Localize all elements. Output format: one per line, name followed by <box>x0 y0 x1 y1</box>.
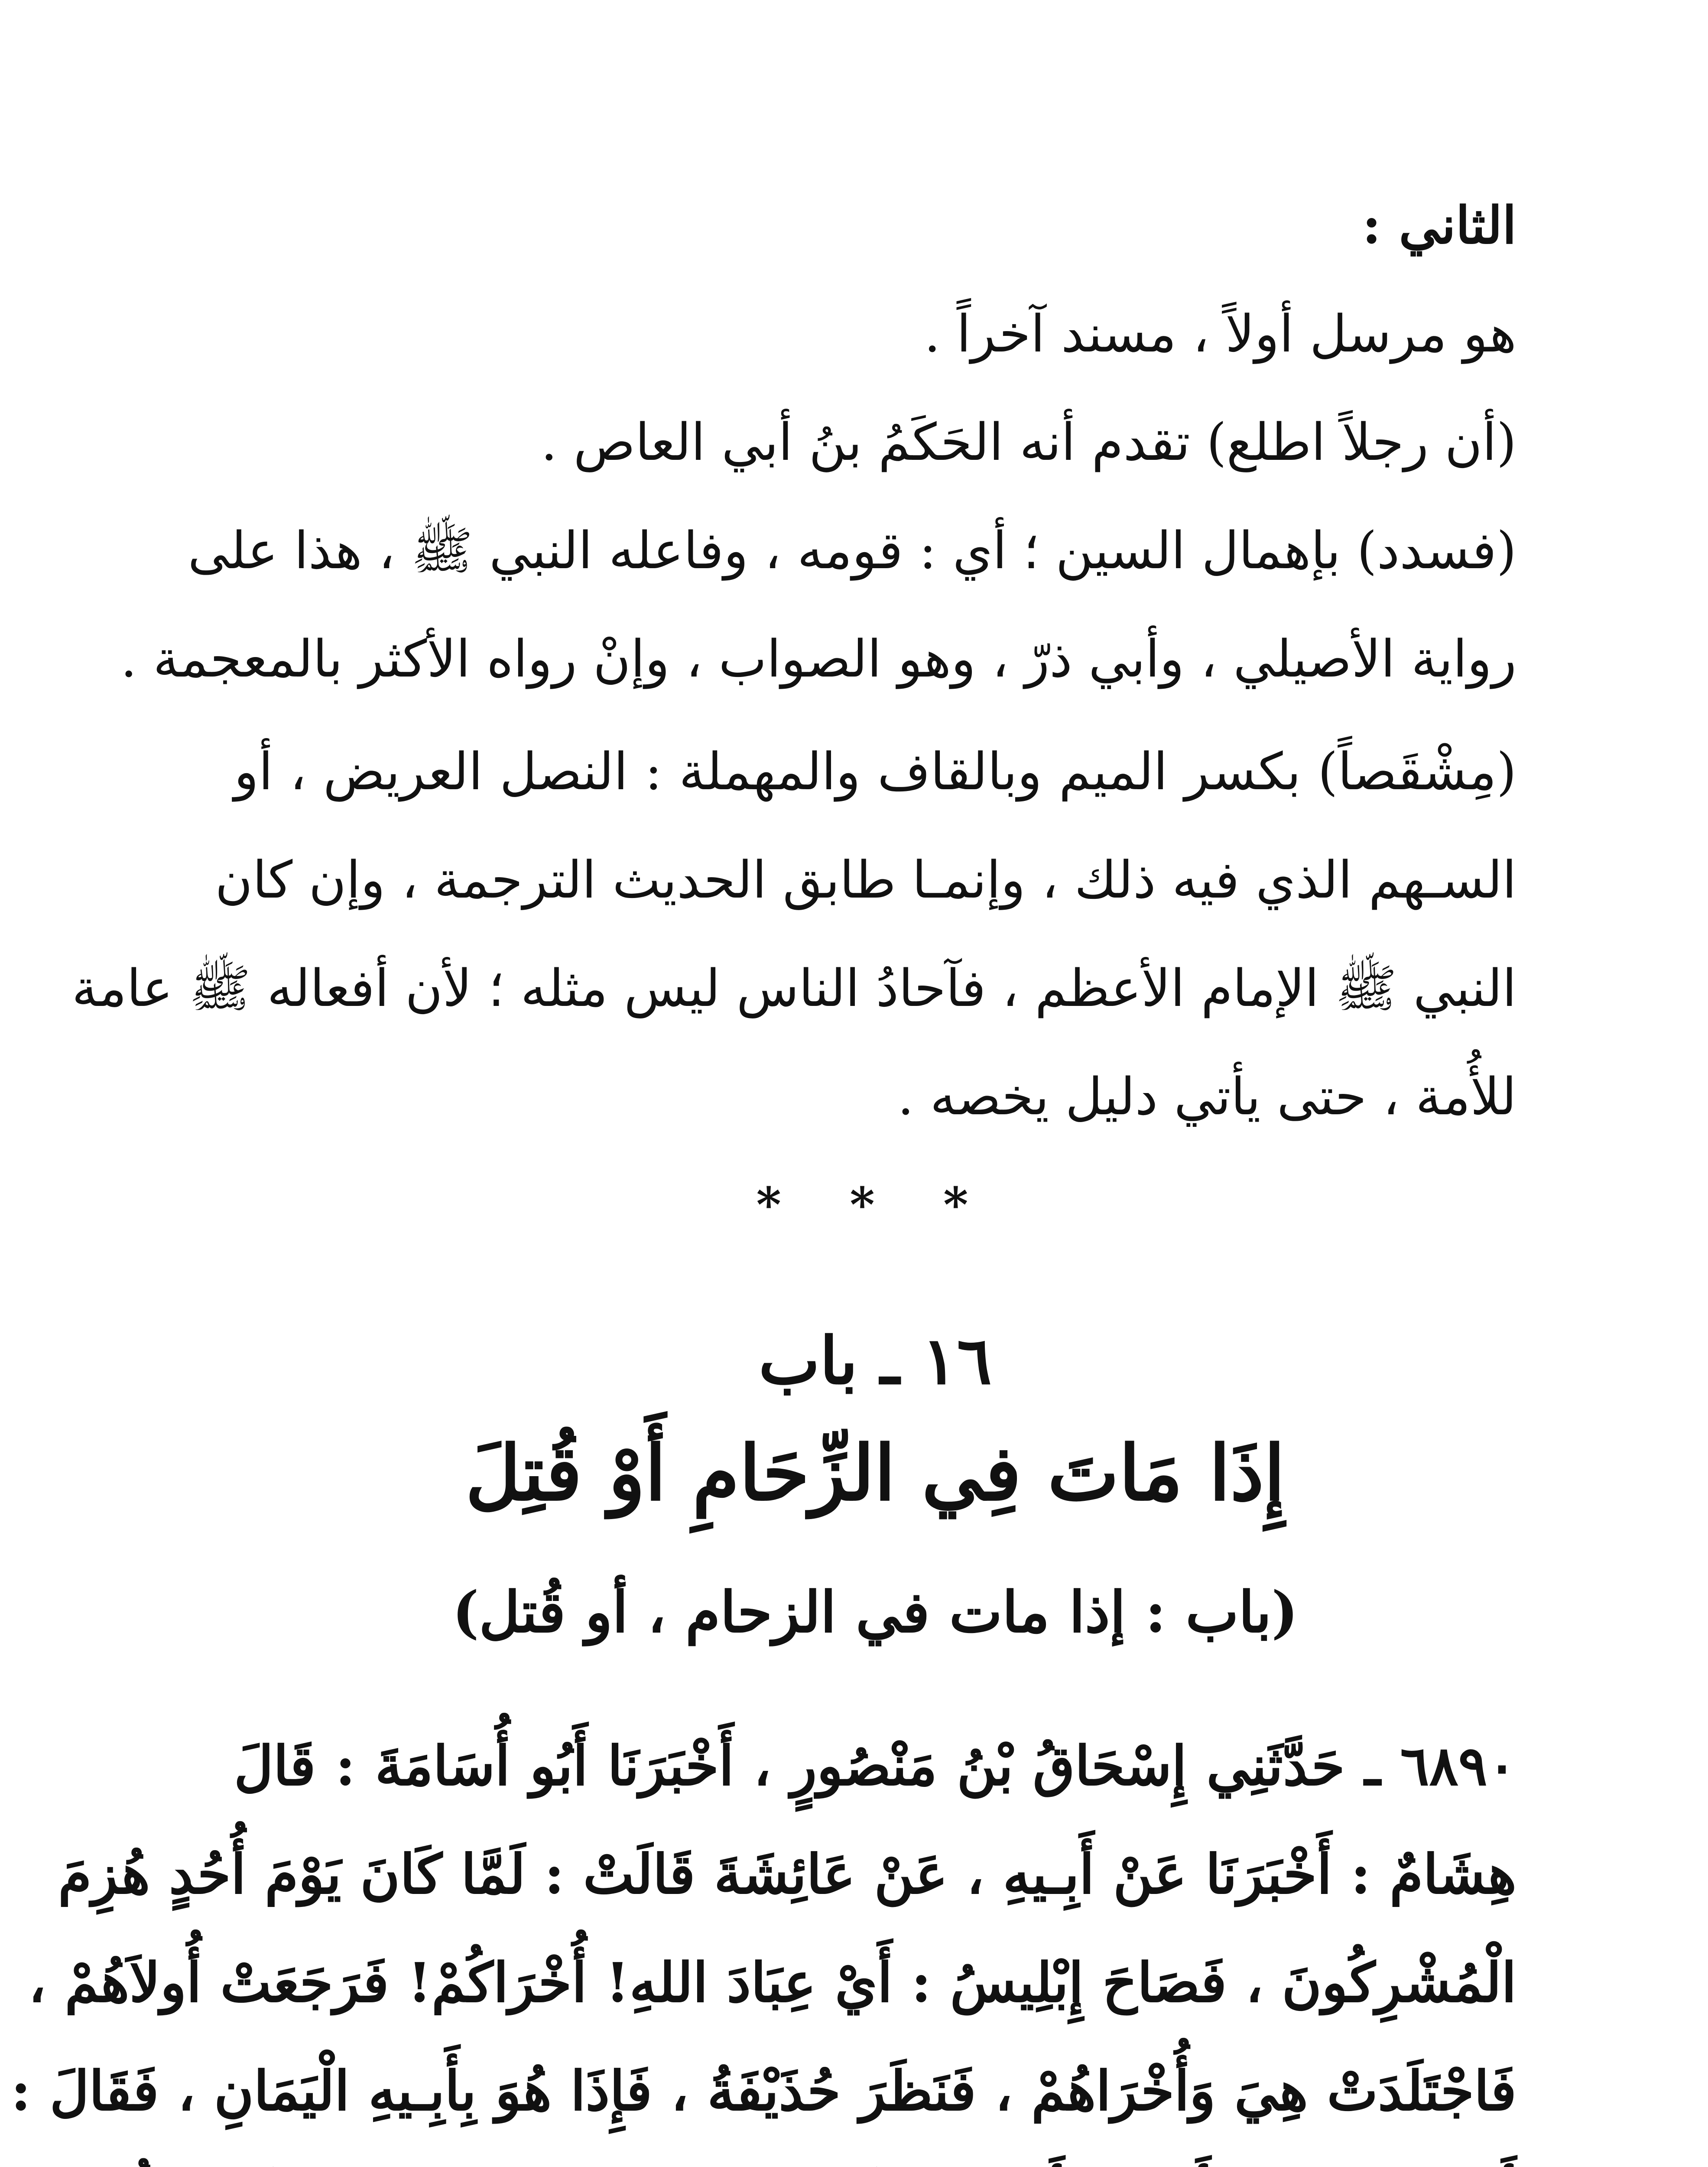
hadith-line <box>234 2145 1516 2167</box>
chapter-number: ١٦ ـ باب <box>758 1323 992 1399</box>
hadith-line: فَاجْتَلَدَتْ هِيَ وَأُخْرَاهُمْ ، فَنَظَرَ حُذَيْفَةُ ، فَإِذَا هُوَ بِأَبِـيهِ الْيَمَانِ ، فَقَالَ : <box>11 2060 1516 2123</box>
hadith-line: هِشَامٌ : أَخْبَرَنَا عَنْ أَبِـيهِ ، عَنْ عَائِشَةَ قَالَتْ : لَمَّا كَانَ يَوْمَ أُحُدٍ هُزِمَ <box>58 1843 1516 1906</box>
section-separator: * * * <box>756 1177 994 1233</box>
chapter-subtitle: (باب : إذا مات في الزحام ، أو قُتل) <box>452 1579 1299 1645</box>
commentary-heading: الثاني : <box>1362 195 1516 255</box>
commentary-line: للأُمة ، حتى يأتي دليل يخصه . <box>897 1067 1516 1126</box>
chapter-title: إِذَا مَاتَ فِي الزِّحَامِ أَوْ قُتِلَ <box>465 1429 1285 1518</box>
commentary-line: السـهم الذي فيه ذلك ، وإنمـا طابق الحديث الترجمة ، وإن كان <box>215 850 1516 910</box>
commentary-line: هو مرسل أولاً ، مسند آخراً . <box>924 304 1516 364</box>
commentary-line: رواية الأصيلي ، وأبي ذرّ ، وهو الصواب ، وإنْ رواه الأكثر بالمعجمة . <box>120 629 1516 689</box>
hadith-line: ٦٨٩٠ ـ حَدَّثَنِي إِسْحَاقُ بْنُ مَنْصُورٍ ، أَخْبَرَنَا أَبُو أُسَامَةَ : قَالَ <box>234 1734 1516 1798</box>
commentary-line: (أن رجلاً اطلع) تقدم أنه الحَكَمُ بنُ أبي العاص . <box>541 412 1516 472</box>
commentary-line: (فسدد) بإهمال السين ؛ أي : قومه ، وفاعله النبي ﷺ ، هذا على <box>188 521 1516 580</box>
commentary-line: (مِشْقَصاً) بكسر الميم وبالقاف والمهملة : النصل العريض ، أو <box>234 742 1516 801</box>
hadith-line: الْمُشْرِكُونَ ، فَصَاحَ إِبْلِيسُ : أَيْ عِبَادَ اللهِ! أُخْرَاكُمْ! فَرَجَعَتْ أُولاَهُمْ ، <box>28 1951 1516 2014</box>
commentary-line: النبي ﷺ الإمام الأعظم ، فآحادُ الناس ليس مثله ؛ لأن أفعاله ﷺ عامة <box>71 958 1516 1018</box>
